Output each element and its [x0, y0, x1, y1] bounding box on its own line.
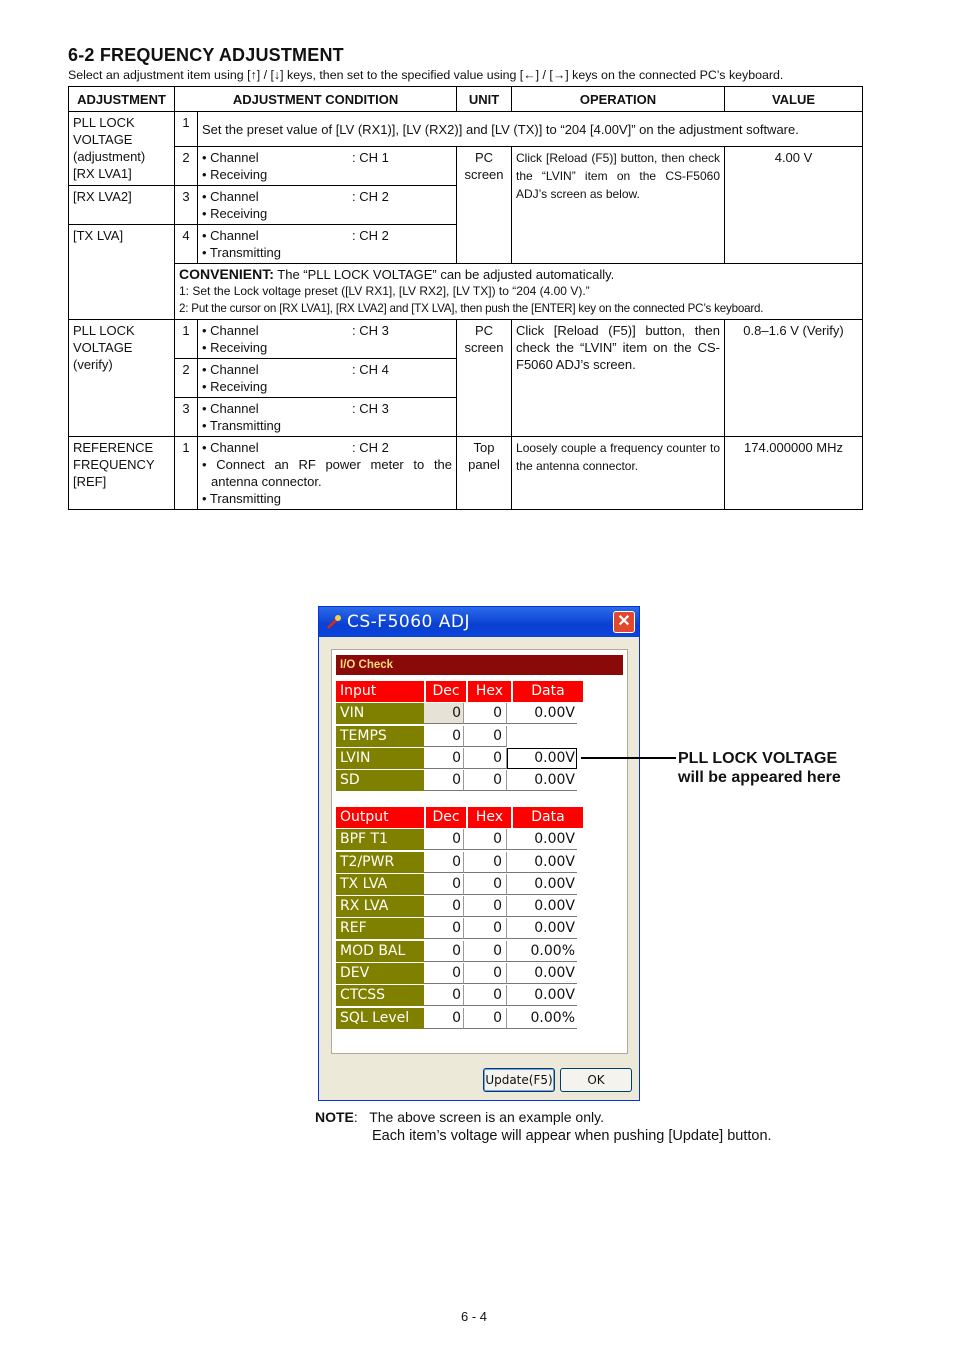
table-row — [336, 852, 585, 874]
io-name: REF — [336, 918, 424, 939]
condition-cell — [198, 147, 457, 186]
dec-value: 0 — [424, 703, 464, 724]
table-row — [336, 829, 585, 851]
table-row — [336, 941, 585, 963]
condition-key: • Channel — [202, 440, 259, 455]
col-hex: Hex — [468, 807, 511, 828]
condition-value: : CH 2 — [352, 440, 389, 455]
condition-value: : CH 2 — [352, 189, 389, 204]
data-value: 0.00% — [507, 1008, 577, 1029]
data-value: 0.00V — [507, 963, 577, 984]
data-value: 0.00V — [507, 770, 577, 791]
condition-cell — [198, 359, 457, 398]
operation-text: Click [Reload (F5)] button, then check the “LVIN” item on the CS-F5060 ADJ’s screen as below. — [516, 151, 721, 201]
convenient-step-2: 2: Put the cursor on [RX LVA1], [RX LVA2] and [TX LVA], then push the [ENTER] key on the connected PC’s keyboard. — [179, 302, 764, 315]
condition-key: • Connect an RF power meter to the antenna connector. — [202, 457, 453, 489]
operation-cell: Click [Reload (F5)] button, then check the “LVIN” item on the CS-F5060 ADJ’s screen. — [512, 320, 725, 437]
data-value: 0.00V — [507, 874, 577, 895]
header-value: VALUE — [725, 87, 863, 112]
table-row — [336, 748, 585, 770]
col-input: Input — [336, 681, 424, 702]
value-cell: 174.000000 MHz — [725, 437, 863, 510]
adjustment-table — [68, 86, 863, 510]
io-name: DEV — [336, 963, 424, 984]
dec-value: 0 — [424, 748, 464, 769]
table-row — [336, 963, 585, 985]
data-value: 0.00% — [507, 941, 577, 962]
table-row — [69, 112, 863, 147]
hex-value: 0 — [464, 963, 507, 984]
dialog-titlebar[interactable] — [319, 607, 639, 637]
condition-key: • Channel — [202, 189, 259, 204]
data-value: 0.00V — [507, 896, 577, 917]
data-value: 0.00V — [507, 703, 577, 724]
dec-value: 0 — [424, 1008, 464, 1029]
unit-cell: Top panel — [457, 437, 512, 510]
col-data: Data — [513, 681, 583, 702]
page-number: 6 - 4 — [461, 1309, 488, 1324]
step-number: 1 — [175, 437, 198, 510]
step-number: 4 — [175, 225, 198, 264]
table-row — [336, 874, 585, 896]
col-dec: Dec — [426, 807, 466, 828]
note-line-2: Each item’s voltage will appear when pushing [Update] button. — [372, 1128, 772, 1144]
io-name: VIN — [336, 703, 424, 724]
app-icon — [325, 613, 343, 631]
hex-value: 0 — [464, 896, 507, 917]
adjustment-name: [TX LVA] — [69, 225, 175, 320]
condition-value: : CH 2 — [352, 228, 389, 243]
hex-value: 0 — [464, 748, 507, 769]
io-name: BPF T1 — [336, 829, 424, 850]
header-operation: OPERATION — [512, 87, 725, 112]
table-row — [336, 703, 585, 725]
data-value: 0.00V — [507, 918, 577, 939]
dec-value: 0 — [424, 770, 464, 791]
io-name: T2/PWR — [336, 852, 424, 873]
hex-value: 0 — [464, 703, 507, 724]
table-row — [336, 985, 585, 1007]
table-row — [69, 437, 863, 510]
io-name: LVIN — [336, 748, 424, 769]
condition-key: • Channel — [202, 401, 259, 416]
hex-value: 0 — [464, 829, 507, 850]
callout-line — [581, 757, 676, 759]
dec-value: 0 — [424, 726, 464, 747]
operation-cell — [512, 437, 725, 510]
condition-cell — [198, 437, 457, 510]
header-adjustment: ADJUSTMENT — [69, 87, 175, 112]
dec-value: 0 — [424, 829, 464, 850]
table-row — [69, 264, 863, 320]
input-header-row — [336, 681, 585, 703]
value-cell: 4.00 V — [725, 147, 863, 264]
ok-button[interactable]: OK — [560, 1068, 632, 1092]
update-button[interactable]: Update(F5) — [483, 1068, 555, 1092]
hex-value: 0 — [464, 852, 507, 873]
note-line-1: The above screen is an example only. — [369, 1109, 604, 1125]
callout-label — [678, 749, 841, 787]
header-unit: UNIT — [457, 87, 512, 112]
io-name: SD — [336, 770, 424, 791]
close-icon: ✕ — [617, 613, 631, 630]
condition-key: • Receiving — [202, 379, 268, 394]
operation-text: Loosely couple a frequency counter to the antenna connector. — [516, 441, 721, 473]
io-check-panel — [331, 649, 628, 1054]
table-row — [336, 1008, 585, 1030]
dialog-title: CS-F5060 ADJ — [347, 612, 470, 632]
condition-key: • Transmitting — [202, 418, 281, 433]
dec-value: 0 — [424, 896, 464, 917]
col-dec: Dec — [426, 681, 466, 702]
condition-value: : CH 4 — [352, 362, 389, 377]
output-header-row — [336, 807, 585, 829]
operation-cell — [512, 147, 725, 264]
table-row — [336, 918, 585, 940]
condition-key: • Channel — [202, 362, 259, 377]
data-value: 0.00V — [507, 748, 577, 769]
step-number: 3 — [175, 186, 198, 225]
step-number: 1 — [175, 320, 198, 359]
dec-value: 0 — [424, 918, 464, 939]
callout-line-2: will be appeared here — [678, 769, 841, 786]
col-output: Output — [336, 807, 424, 828]
convenient-label: CONVENIENT: — [179, 266, 274, 282]
convenient-note — [175, 264, 863, 320]
col-data: Data — [513, 807, 583, 828]
table-row — [69, 320, 863, 359]
condition-key: • Receiving — [202, 340, 268, 355]
io-name: CTCSS — [336, 985, 424, 1006]
hex-value: 0 — [464, 985, 507, 1006]
convenient-step-1: 1: Set the Lock voltage preset ([LV RX1], [LV RX2], [LV TX]) to “204 (4.00 V).” — [179, 284, 590, 298]
table-header-row — [69, 87, 863, 112]
hex-value: 0 — [464, 1008, 507, 1029]
hex-value: 0 — [464, 874, 507, 895]
note-label: NOTE — [315, 1109, 354, 1125]
table-row — [336, 896, 585, 918]
data-value: 0.00V — [507, 852, 577, 873]
dec-value: 0 — [424, 941, 464, 962]
hex-value: 0 — [464, 770, 507, 791]
condition-value: : CH 3 — [352, 323, 389, 338]
hex-value: 0 — [464, 941, 507, 962]
value-cell: 0.8–1.6 V (Verify) — [725, 320, 863, 437]
io-name: TX LVA — [336, 874, 424, 895]
condition-cell — [198, 398, 457, 437]
unit-cell: PC screen — [457, 147, 512, 264]
callout-line-1: PLL LOCK VOLTAGE — [678, 750, 838, 767]
note: NOTE: The above screen is an example only. Each item’s voltage will appear when pushing [Update] button. — [315, 1109, 772, 1144]
data-value — [507, 726, 577, 747]
section-title: 6-2 FREQUENCY ADJUSTMENT — [68, 45, 344, 65]
condition-key: • Receiving — [202, 167, 268, 182]
condition-key: • Channel — [202, 323, 259, 338]
dec-value: 0 — [424, 852, 464, 873]
io-name: RX LVA — [336, 896, 424, 917]
dec-value: 0 — [424, 985, 464, 1006]
step-text: Set the preset value of [LV (RX1)], [LV (RX2)] and [LV (TX)] to “204 [4.00V]” on the adjustment software. — [198, 112, 863, 147]
condition-key: • Transmitting — [202, 491, 281, 506]
io-name: SQL Level — [336, 1008, 424, 1029]
condition-cell — [198, 186, 457, 225]
step-number: 3 — [175, 398, 198, 437]
input-grid — [336, 681, 585, 792]
io-name: MOD BAL — [336, 941, 424, 962]
col-hex: Hex — [468, 681, 511, 702]
dec-value: 0 — [424, 963, 464, 984]
adjustment-name: PLL LOCK VOLTAGE (verify) — [69, 320, 175, 437]
hex-value: 0 — [464, 918, 507, 939]
condition-key: • Channel — [202, 228, 259, 243]
step-number: 2 — [175, 147, 198, 186]
header-condition: ADJUSTMENT CONDITION — [175, 87, 457, 112]
unit-cell: PC screen — [457, 320, 512, 437]
io-check-header: I/O Check — [336, 655, 623, 675]
adjustment-name: PLL LOCK VOLTAGE (adjustment) [RX LVA1] — [69, 112, 175, 186]
adjustment-name: [RX LVA2] — [69, 186, 175, 225]
condition-key: • Transmitting — [202, 245, 281, 260]
data-value: 0.00V — [507, 829, 577, 850]
condition-cell — [198, 225, 457, 264]
condition-cell — [198, 320, 457, 359]
condition-value: : CH 3 — [352, 401, 389, 416]
step-number: 2 — [175, 359, 198, 398]
step-number: 1 — [175, 112, 198, 147]
adjustment-name: REFERENCE FREQUENCY [REF] — [69, 437, 175, 510]
table-row — [336, 726, 585, 748]
dec-value: 0 — [424, 874, 464, 895]
close-button[interactable] — [613, 611, 635, 633]
data-value: 0.00V — [507, 985, 577, 1006]
table-row — [69, 147, 863, 186]
convenient-text: The “PLL LOCK VOLTAGE” can be adjusted automatically. — [277, 267, 615, 282]
adj-dialog-window — [318, 606, 640, 1101]
condition-key: • Receiving — [202, 206, 268, 221]
hex-value: 0 — [464, 726, 507, 747]
io-name: TEMPS — [336, 726, 424, 747]
table-row — [336, 770, 585, 792]
intro-text: Select an adjustment item using [↑] / [↓] keys, then set to the specified value using [←] / [→] keys on the connected PC’s keyboard. — [68, 68, 784, 82]
condition-key: • Channel — [202, 150, 259, 165]
condition-value: : CH 1 — [352, 150, 389, 165]
output-grid — [336, 807, 585, 1030]
